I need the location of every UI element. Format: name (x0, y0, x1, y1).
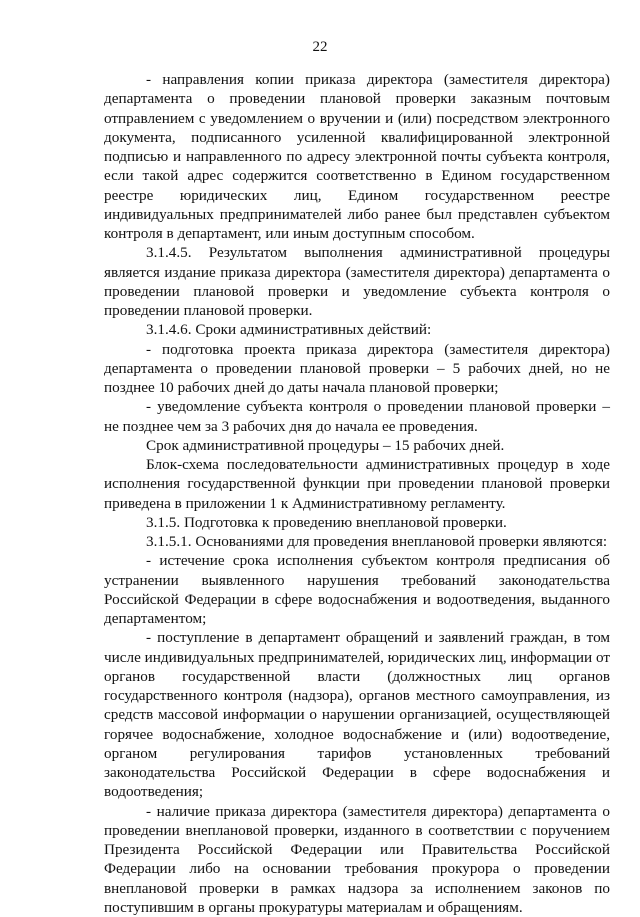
paragraph-order-preparation: - подготовка проекта приказа директора (заместителя директора) департамента о проведении плановой проверки – 5 рабочих дней, но не позднее 10 рабочих дней до даты начала плановой проверки; (104, 340, 610, 398)
paragraph-notification-methods: - направления копии приказа директора (заместителя директора) департамента о проведении плановой проверки заказным почтовым отправлением с уведомлением о вручении и (или) посредством электронного документа, подписанного усиленной квалифицированной электронной подписью и направленного по адресу электронной почты субъекта контроля, если такой адрес содержится соответственно в Едином государственном реестре юридических лиц, Едином государственном реестре индивидуальных предпринимателей либо ранее был представлен субъектом контроля в департамент, или иным доступным способом. (104, 70, 610, 243)
paragraph-notification-deadline: - уведомление субъекта контроля о проведении плановой проверки – не позднее чем за 3 рабочих дня до начала ее проведения. (104, 397, 610, 436)
paragraph-3-1-5-1: 3.1.5.1. Основаниями для проведения внеплановой проверки являются: (104, 532, 610, 551)
paragraph-procedure-term: Срок административной процедуры – 15 рабочих дней. (104, 436, 610, 455)
paragraph-complaints: - поступление в департамент обращений и заявлений граждан, в том числе индивидуальных предпринимателей, юридических лиц, информации от органов государственной власти (должностных лиц органов государственного контроля (надзора), органов местного самоуправления, из средств массовой информации о нарушении организацией, осуществляющей горячее водоснабжение, холодное водоснабжение и (или) водоотведение, органом регулирования тарифов установленных требований законодательства Российской Федерации в сфере водоснабжения и водоотведения; (104, 628, 610, 801)
paragraph-3-1-4-5: 3.1.4.5. Результатом выполнения административной процедуры является издание приказа директора (заместителя директора) департамента о проведении плановой проверки и уведомление субъекта контроля о проведении плановой проверки. (104, 243, 610, 320)
paragraph-prescription-expiry: - истечение срока исполнения субъектом контроля предписания об устранении выявленного нарушения требований законодательства Российской Федерации в сфере водоснабжения и водоотведения, выданного департаментом; (104, 551, 610, 628)
paragraph-3-1-4-6: 3.1.4.6. Сроки административных действий: (104, 320, 610, 339)
document-body (104, 70, 610, 917)
paragraph-flowchart: Блок-схема последовательности административных процедур в ходе исполнения государственной функции при проведении плановой проверки приведена в приложении 1 к Административному регламенту. (104, 455, 610, 513)
paragraph-director-order: - наличие приказа директора (заместителя директора) департамента о проведении внеплановой проверки, изданного в соответствии с поручением Президента Российской Федерации или Правительства Российской Федерации либо на основании требования прокурора о проведении внеплановой проверки в рамках надзора за исполнением законов по поступившим в органы прокуратуры материалам и обращениям. (104, 802, 610, 917)
paragraph-3-1-5: 3.1.5. Подготовка к проведению внеплановой проверки. (104, 513, 610, 532)
page-number: 22 (0, 38, 640, 56)
